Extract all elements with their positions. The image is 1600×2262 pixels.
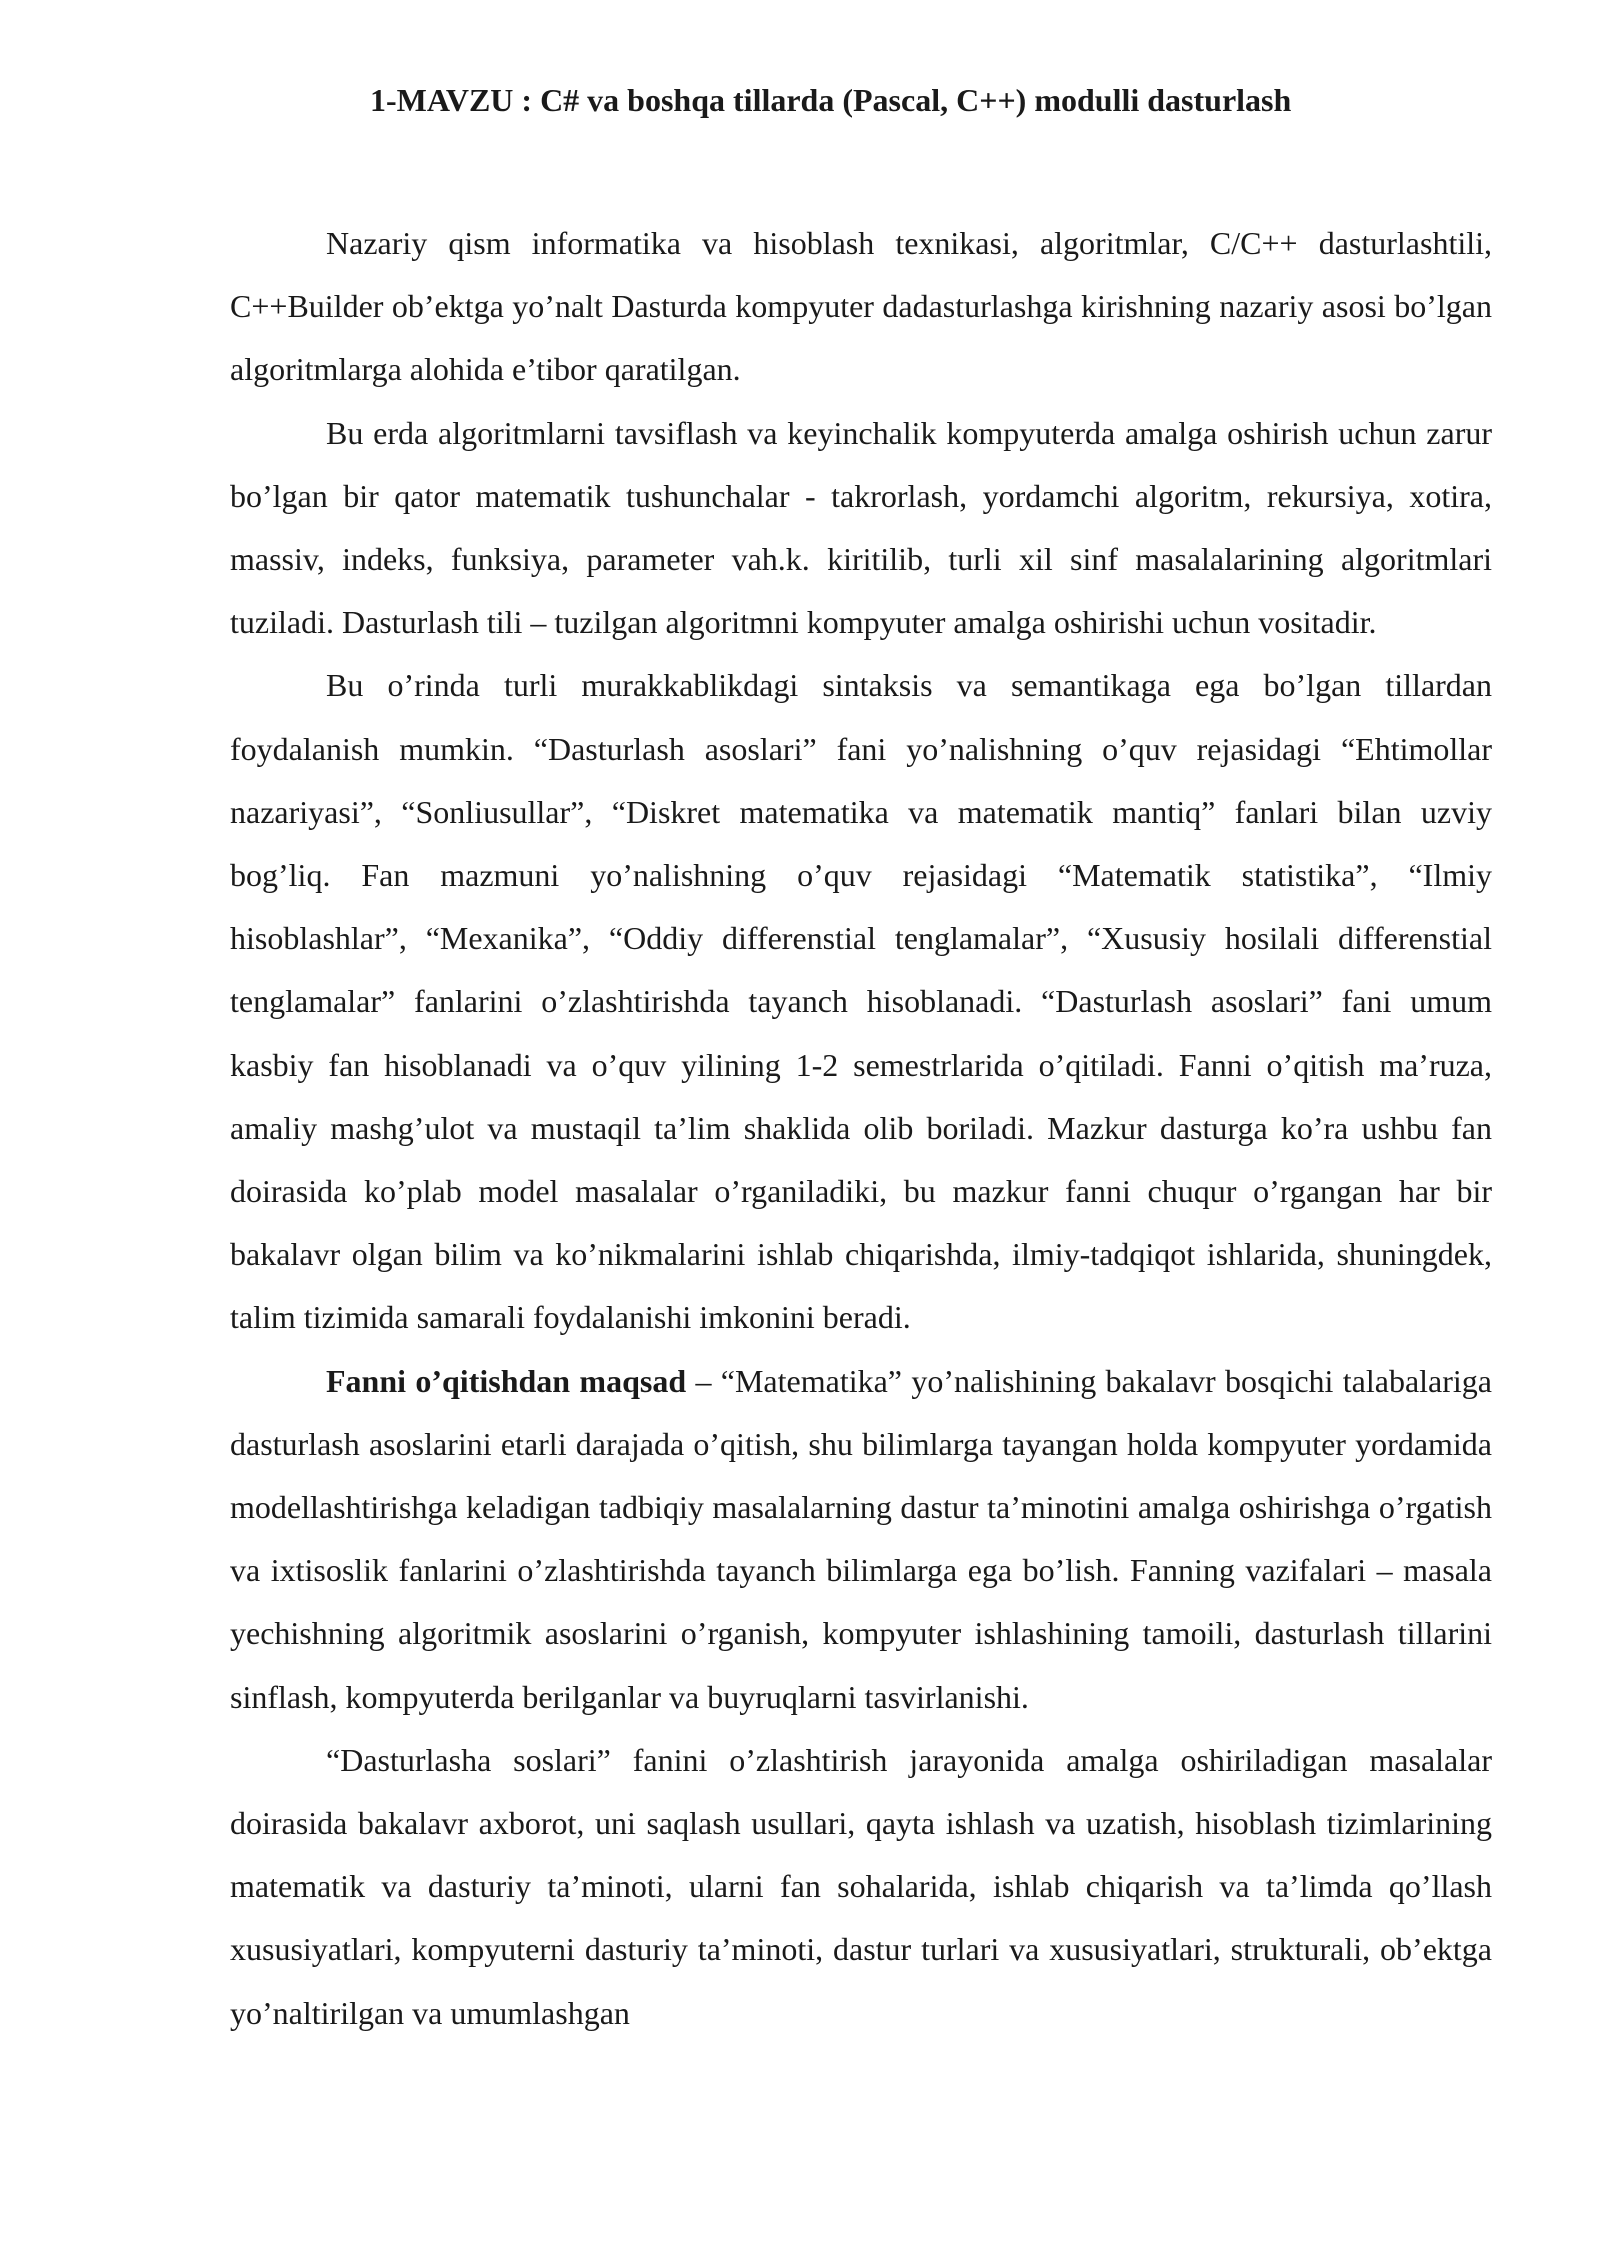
paragraph-5	[230, 1729, 1492, 2045]
paragraph-text: Bu o’rinda turli murakkablikdagi sintaksis va semantikaga ega bo’lgan tillardan foydalanish mumkin. “Dasturlash asoslari” fani yo’nalishning o’quv rejasidagi “Ehtimollar nazariyasi”, “Sonliusullar”, “Diskret matematika va matematik mantiq” fanlari bilan uzviy bog’liq. Fan mazmuni yo’nalishning o’quv rejasidagi “Matematik statistika”, “Ilmiy hisoblashlar”, “Mexanika”, “Oddiy differenstial tenglamalar”, “Xususiy hosilali differenstial tenglamalar” fanlarini o’zlashtirishda tayanch hisoblanadi. “Dasturlash asoslari” fani umum kasbiy fan hisoblanadi va o’quv yilining 1-2 semestrlarida o’qitiladi. Fanni o’qitish ma’ruza, amaliy mashg’ulot va mustaqil ta’lim shaklida olib boriladi. Mazkur dasturga ko’ra ushbu fan doirasida ko’plab model masalalar o’rganiladiki, bu mazkur fanni chuqur o’rgangan har bir bakalavr olgan bilim va ko’nikmalarini ishlab chiqarishda, ilmiy-tadqiqot ishlarida, shuningdek, talim tizimida samarali foydalanishi imkonini beradi.	[230, 667, 1492, 1336]
document-title: 1-MAVZU : C# va boshqa tillarda (Pascal, C++) modulli dasturlash	[370, 82, 1292, 118]
paragraph-text: – “Matematika” yo’nalishining bakalavr bosqichi talabalariga dasturlash asoslarini etarli darajada o’qitish, shu bilimlarga tayangan holda kompyuter yordamida modellashtirishga keladigan tadbiqiy masalalarning dastur ta’minotini amalga oshirishga o’rgatish va ixtisoslik fanlarini o’zlashtirishda tayanch bilimlarga ega bo’lish. Fanning vazifalari – masala yechishning algoritmik asoslarini o’rganish, kompyuter ishlashining tamoili, dasturlash tillarini sinflash, kompyuterda berilganlar va buyruqlarni tasvirlanishi.	[230, 1362, 1493, 1715]
paragraph-4	[230, 1350, 1492, 1729]
paragraph-2	[230, 402, 1492, 655]
paragraph-text: Bu erda algoritmlarni tavsiflash va keyinchalik kompyuterda amalga oshirish uchun zarur bo’lgan bir qator matematik tushunchalar - takrorlash, yordamchi algoritm, rekursiya, xotira, massiv, indeks, funksiya, parameter vah.k. kiritilib, turli xil sinf masalalarining algoritmlari tuziladi. Dasturlash tili – tuzilgan algoritmni kompyuter amalga oshirishi uchun vositadir.	[230, 414, 1492, 641]
paragraph-1	[230, 212, 1492, 402]
paragraph-text: Nazariy qism informatika va hisoblash texnikasi, algoritmlar, C/C++ dasturlashtili, C++Builder ob’ektga yo’nalt Dasturda kompyuter dadasturlashga kirishning nazariy asosi bo’lgan algoritmlarga alohida e’tibor qaratilgan.	[230, 225, 1492, 388]
paragraph-text: “Dasturlasha soslari” fanini o’zlashtirish jarayonida amalga oshiriladigan masalalar doirasida bakalavr axborot, uni saqlash usullari, qayta ishlash va uzatish, hisoblash tizimlarining matematik va dasturiy ta’minoti, ularni fan sohalarida, ishlab chiqarish va ta’limda qo’llash xususiyatlari, kompyuterni dasturiy ta’minoti, dastur turlari va xususiyatlari, strukturali, ob’ektga yo’naltirilgan va umumlashgan	[230, 1741, 1492, 2031]
document-page	[230, 70, 1492, 2045]
paragraph-3	[230, 654, 1492, 1349]
paragraph-lead-bold: Fanni o’qitishdan maqsad	[326, 1362, 687, 1399]
